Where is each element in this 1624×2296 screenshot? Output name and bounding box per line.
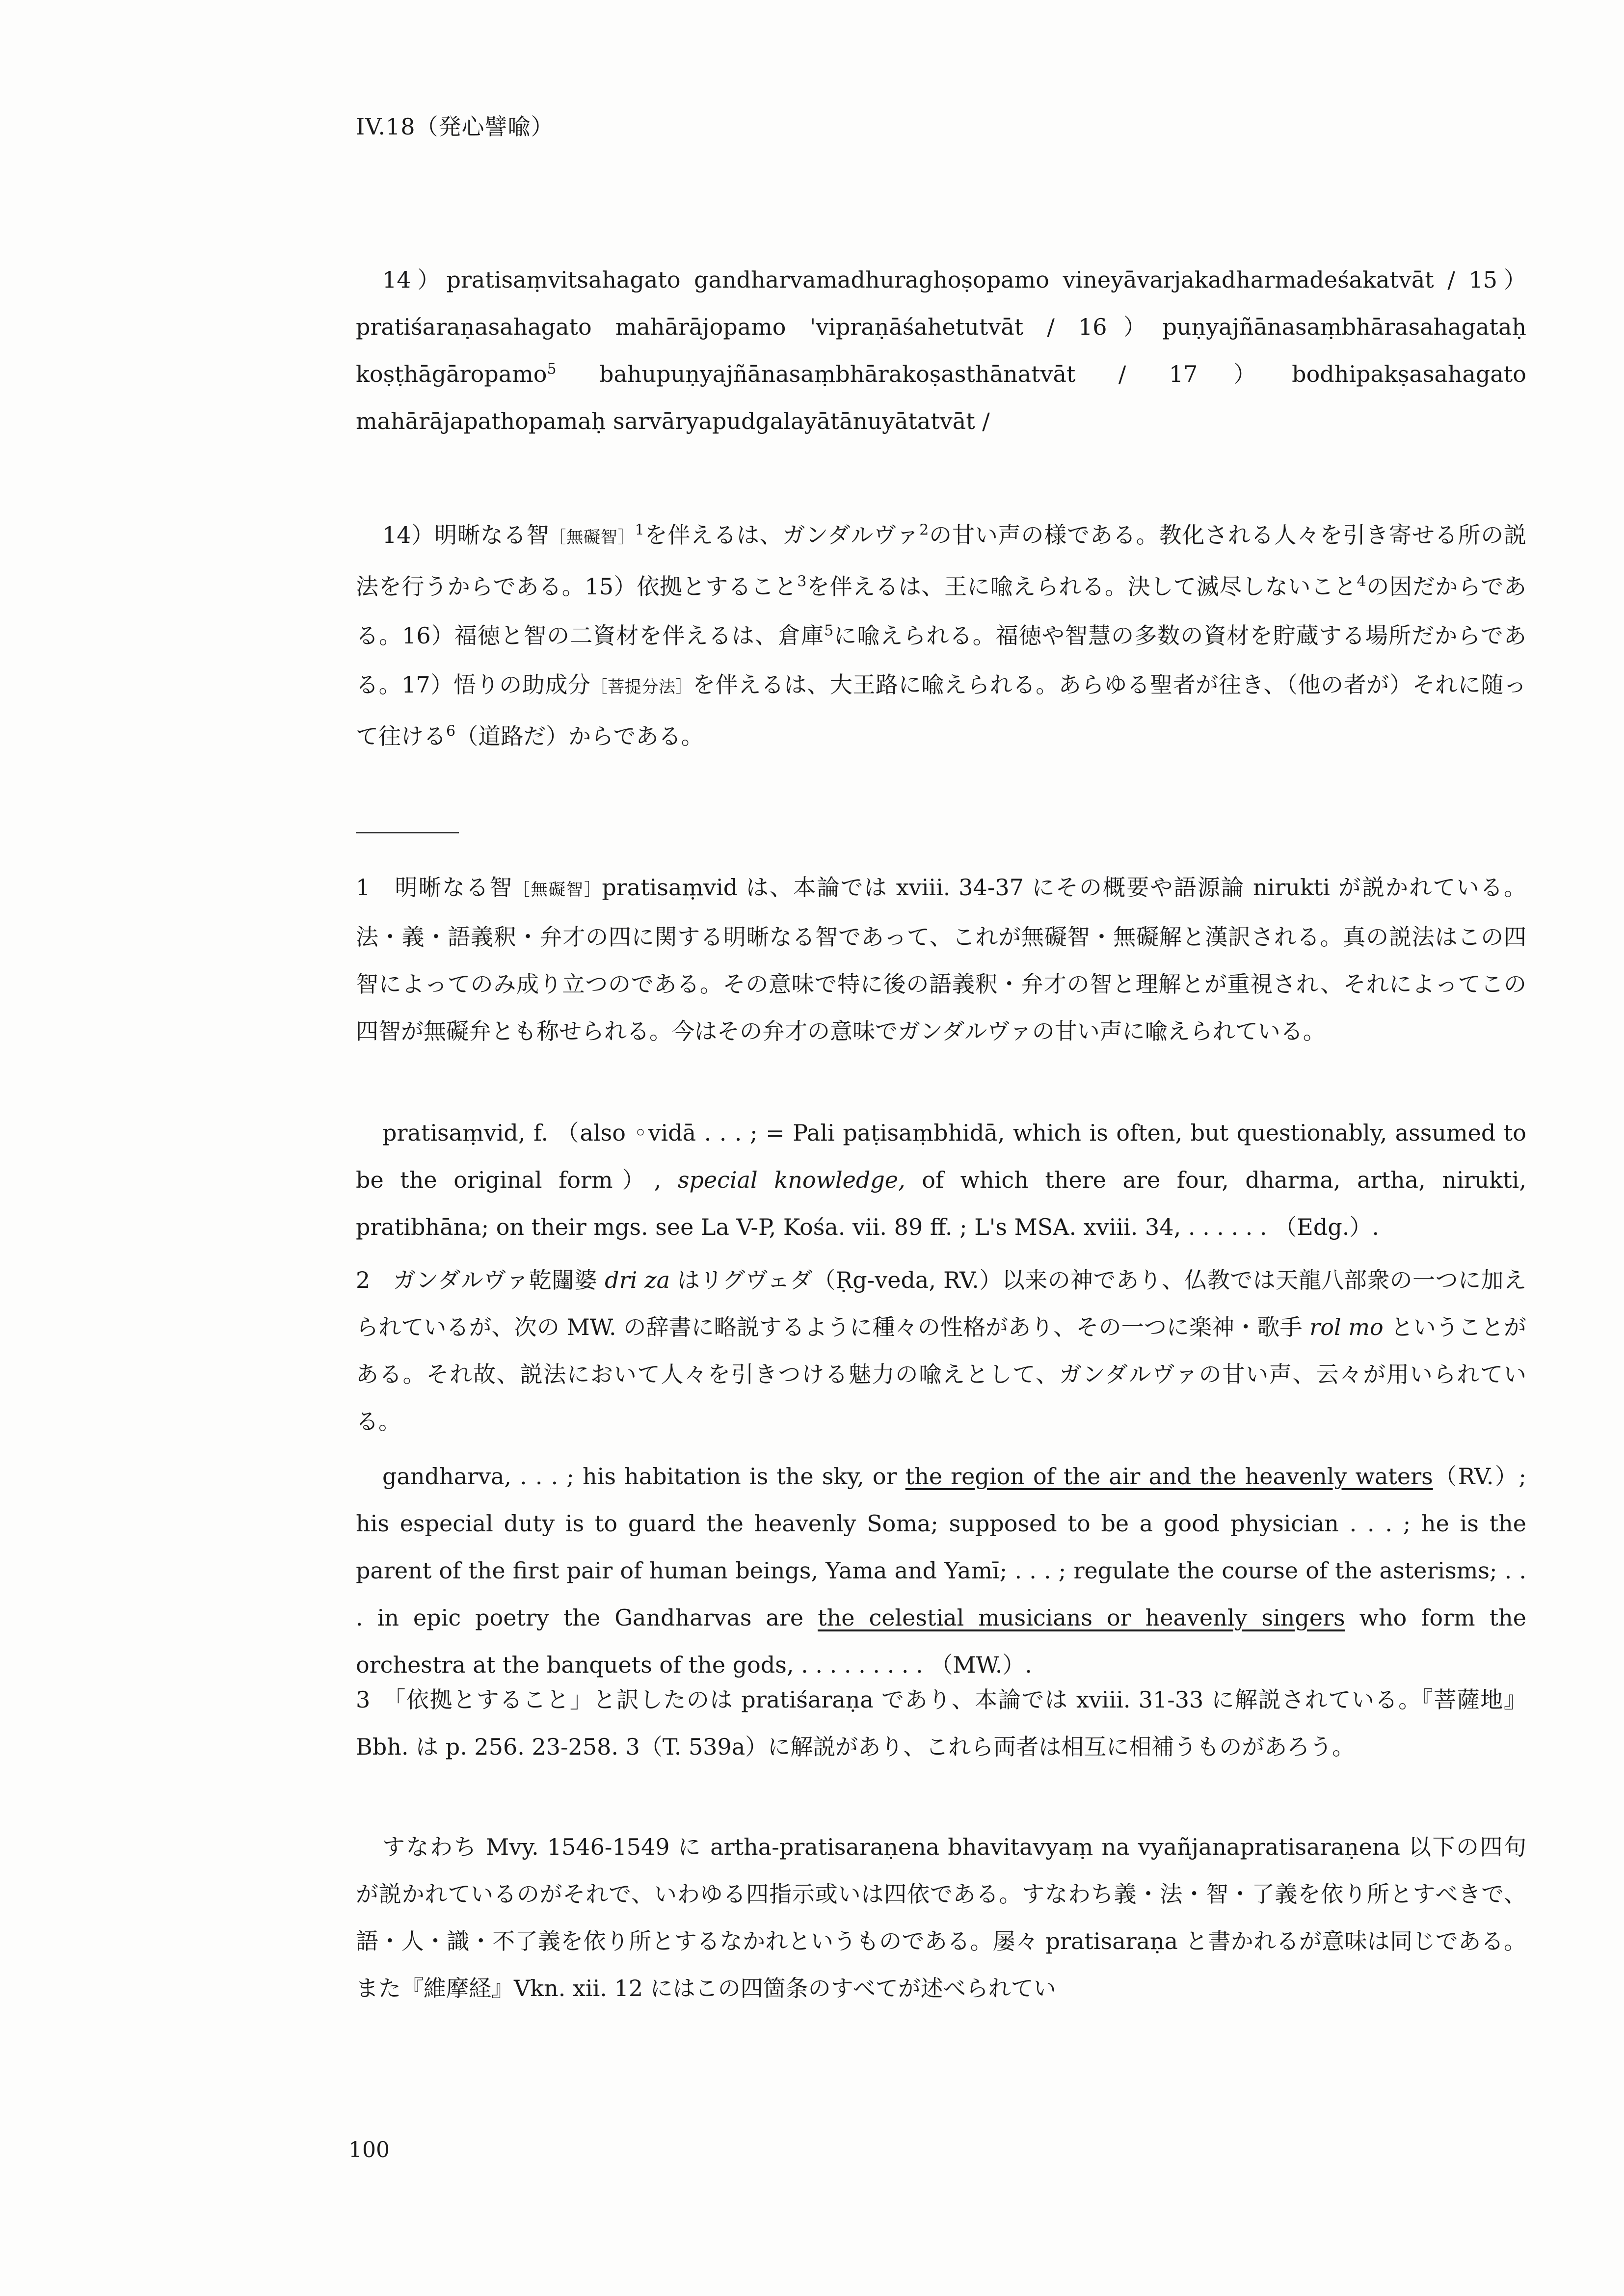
dictionary-quote-edgerton: [356, 1109, 1526, 1251]
footnote-separator: [356, 832, 459, 833]
sanskrit-passage: [356, 256, 1526, 445]
footnote-text: 1 明晰なる智: [356, 874, 513, 901]
jp-text: の甘い声の様である。教化される人々を引き寄せる所の説法を行うからである。15）依拠とすること: [356, 522, 1527, 600]
gloss: ［無礙智］: [513, 880, 602, 900]
jp-text: の因だからである。16）福徳と智の二資材を伴えるは、倉庫: [356, 573, 1526, 649]
footnote-text: ということがある。それ故、説法において人々を引きつける魅力の喩えとして、ガンダルヴァの甘い声、云々が用いられている。: [356, 1314, 1526, 1435]
footnote-text: pratisaṃvid は、本論では xviii. 34-37 にその概要や語源論 nirukti が説かれている。法・義・語義釈・弁才の四に関する明晰なる智であって、これが無礙智・無礙解と漢訳される。真の説法はこの四智によってのみ成り立つのである。その意味で特に後の語義釈・弁才の智と理解とが重視され、それによってこの四智が無礙弁とも称せられる。今はその弁才の意味でガンダルヴァの甘い声に喩えられている。: [356, 874, 1526, 1044]
footnote-3-continuation: すなわち Mvy. 1546-1549 に artha-pratisaraṇena bhavitavyaṃ na vyañjanapratisaraṇena 以下の四句が説かれているのがそれで、いわゆる四指示或いは四依である。すなわち義・法・智・了義を依り所とすべきで、語・人・識・不了義を依り所とするなかれというものである。屡々 pratisaraṇa と書かれるが意味は同じである。また『維摩経』Vkn. xii. 12 にはこの四箇条のすべてが述べられてい: [356, 1834, 1526, 2002]
footnote-ref: 5: [547, 360, 557, 378]
footnote-ref: 5: [824, 622, 834, 640]
jp-text: を伴えるは、王に喩えられる。決して滅尽しないこと: [806, 573, 1357, 600]
footnote-ref: 2: [919, 521, 929, 539]
jp-text: に喩えられる。福徳や智慧の多数の資材を貯蔵する場所だからである。17）悟りの助成分: [356, 622, 1526, 698]
page-number: 100: [348, 2137, 390, 2163]
jp-text: 14）明晰なる智: [382, 522, 550, 548]
sanskrit-text-cont: bahupuṇyajñānasaṃbhārakoṣasthānatvāt / 17）bodhipakṣasahagato mahārājapathopamaḥ sarvāryapudgalayātānuyātatvāt /: [356, 361, 1526, 434]
running-header: IV.18（発心譬喩）: [356, 113, 554, 140]
gloss: ［菩提分法］: [590, 677, 693, 697]
footnote-1: [356, 864, 1526, 1055]
footnote-2: [356, 1256, 1526, 1445]
footnote-ref: 1: [635, 521, 644, 539]
dictionary-quote-mw: [356, 1453, 1526, 1688]
jp-text: （道路だ）からである。: [455, 723, 704, 749]
japanese-translation: [356, 510, 1526, 761]
jp-text: を伴えるは、ガンダルヴァ: [644, 522, 920, 548]
footnote-text: はリグヴェダ（Ṛg-veda, RV.）以来の神であり、仏教では天龍八部衆の一つに加えられているが、次の MW. の辞書に略説するように種々の性格があり、その一つに楽神・歌手: [356, 1267, 1527, 1340]
footnote-ref: 3: [797, 573, 807, 590]
italic-term: special knowledge,: [677, 1167, 905, 1193]
quote-text: who form the orchestra at the banquets of the gods, . . . . . . . . . （MW.）.: [356, 1604, 1526, 1678]
footnote-ref: 6: [446, 722, 456, 740]
italic-term: rol mo: [1309, 1314, 1384, 1340]
gloss: ［無礙智］: [549, 528, 635, 547]
underlined-phrase: the region of the air and the heavenly waters: [905, 1463, 1433, 1490]
jp-text: を伴えるは、大王路に喩えられる。あらゆる聖者が往き、（他の者が）それに随って往ける: [356, 671, 1526, 749]
underlined-phrase: the celestial musicians or heavenly singers: [818, 1604, 1345, 1631]
italic-term: dri za: [605, 1267, 670, 1293]
quote-text: of which there are four, dharma, artha, nirukti, pratibhāna; on their mgs. see La V-P, Kośa. vii. 89 ff. ; L's MSA. xviii. 34, . . . . . . （Edg.）.: [356, 1167, 1526, 1240]
footnote-ref: 4: [1357, 573, 1366, 590]
footnote-3: 3 「依拠とすること」と訳したのは pratiśaraṇa であり、本論では xviii. 31-33 に解説されている。『菩薩地』Bbh. は p. 256. 23-258. 3（T. 539a）に解説があり、これら両者は相互に相補うものがあろう。: [356, 1686, 1526, 1760]
sanskrit-text: 14）pratisaṃvitsahagato gandharvamadhuraghoṣopamo vineyāvarjakadharmadeśakatvāt / 15）pratiśaraṇasahagato mahārājopamo 'vipraṇāśahetutvāt / 16）puṇyajñānasaṃbhārasahagataḥ koṣṭhāgāropamo: [356, 267, 1526, 387]
footnote-text: 2 ガンダルヴァ乾闥婆: [356, 1267, 605, 1293]
quote-text: pratisaṃvid, f. （also ◦vidā . . . ; = Pali paṭisaṃbhidā, which is often, but questionably, assumed to be the original form）,: [356, 1120, 1526, 1193]
quote-text: gandharva, . . . ; his habitation is the sky, or: [382, 1463, 905, 1490]
quote-text: （RV.）; his especial duty is to guard the heavenly Soma; supposed to be a good physician . . . ; he is the parent of the first pair of human beings, Yama and Yamī; . . . ; regulate the course of the asterisms; . . . in epic poetry the Gandharvas are: [356, 1463, 1527, 1631]
